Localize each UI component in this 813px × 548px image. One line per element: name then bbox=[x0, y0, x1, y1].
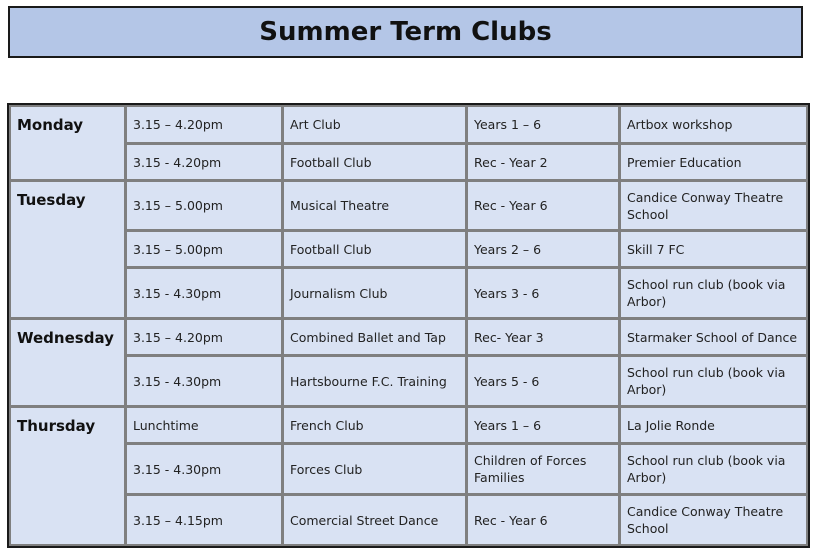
years-cell: Rec - Year 2 bbox=[467, 144, 620, 181]
day-cell: Thursday bbox=[10, 407, 126, 546]
club-cell: Comercial Street Dance bbox=[283, 495, 467, 546]
provider-cell: La Jolie Ronde bbox=[620, 407, 808, 444]
years-cell: Rec - Year 6 bbox=[467, 181, 620, 231]
day-cell: Wednesday bbox=[10, 319, 126, 407]
time-cell: 3.15 - 4.30pm bbox=[126, 444, 283, 495]
provider-cell: Premier Education bbox=[620, 144, 808, 181]
club-cell: Football Club bbox=[283, 144, 467, 181]
table-row bbox=[10, 495, 808, 546]
club-cell: Hartsbourne F.C. Training bbox=[283, 356, 467, 407]
provider-cell: Candice Conway Theatre School bbox=[620, 181, 808, 231]
day-cell: Tuesday bbox=[10, 181, 126, 319]
years-cell: Rec- Year 3 bbox=[467, 319, 620, 356]
time-cell: 3.15 - 4.20pm bbox=[126, 144, 283, 181]
table-row bbox=[10, 356, 808, 407]
club-cell: Football Club bbox=[283, 231, 467, 268]
table-row bbox=[10, 181, 808, 231]
years-cell: Years 3 - 6 bbox=[467, 268, 620, 319]
time-cell: Lunchtime bbox=[126, 407, 283, 444]
years-cell: Children of Forces Families bbox=[467, 444, 620, 495]
table-row bbox=[10, 444, 808, 495]
time-cell: 3.15 – 5.00pm bbox=[126, 231, 283, 268]
provider-cell: School run club (book via Arbor) bbox=[620, 268, 808, 319]
provider-cell: School run club (book via Arbor) bbox=[620, 356, 808, 407]
table-row bbox=[10, 407, 808, 444]
time-cell: 3.15 – 5.00pm bbox=[126, 181, 283, 231]
years-cell: Years 2 – 6 bbox=[467, 231, 620, 268]
time-cell: 3.15 - 4.30pm bbox=[126, 268, 283, 319]
years-cell: Rec - Year 6 bbox=[467, 495, 620, 546]
table-row bbox=[10, 268, 808, 319]
provider-cell: School run club (book via Arbor) bbox=[620, 444, 808, 495]
provider-cell: Starmaker School of Dance bbox=[620, 319, 808, 356]
time-cell: 3.15 - 4.30pm bbox=[126, 356, 283, 407]
provider-cell: Candice Conway Theatre School bbox=[620, 495, 808, 546]
time-cell: 3.15 – 4.15pm bbox=[126, 495, 283, 546]
table-row bbox=[10, 231, 808, 268]
club-cell: Art Club bbox=[283, 106, 467, 144]
day-cell: Monday bbox=[10, 106, 126, 181]
club-cell: French Club bbox=[283, 407, 467, 444]
provider-cell: Artbox workshop bbox=[620, 106, 808, 144]
time-cell: 3.15 – 4.20pm bbox=[126, 319, 283, 356]
table-row bbox=[10, 319, 808, 356]
provider-cell: Skill 7 FC bbox=[620, 231, 808, 268]
table-row bbox=[10, 106, 808, 144]
club-cell: Forces Club bbox=[283, 444, 467, 495]
club-cell: Journalism Club bbox=[283, 268, 467, 319]
club-cell: Combined Ballet and Tap bbox=[283, 319, 467, 356]
years-cell: Years 1 – 6 bbox=[467, 407, 620, 444]
club-cell: Musical Theatre bbox=[283, 181, 467, 231]
page-title: Summer Term Clubs bbox=[259, 17, 552, 47]
table-row bbox=[10, 144, 808, 181]
title-banner bbox=[8, 6, 803, 58]
time-cell: 3.15 – 4.20pm bbox=[126, 106, 283, 144]
years-cell: Years 1 – 6 bbox=[467, 106, 620, 144]
years-cell: Years 5 - 6 bbox=[467, 356, 620, 407]
clubs-table bbox=[8, 104, 809, 547]
